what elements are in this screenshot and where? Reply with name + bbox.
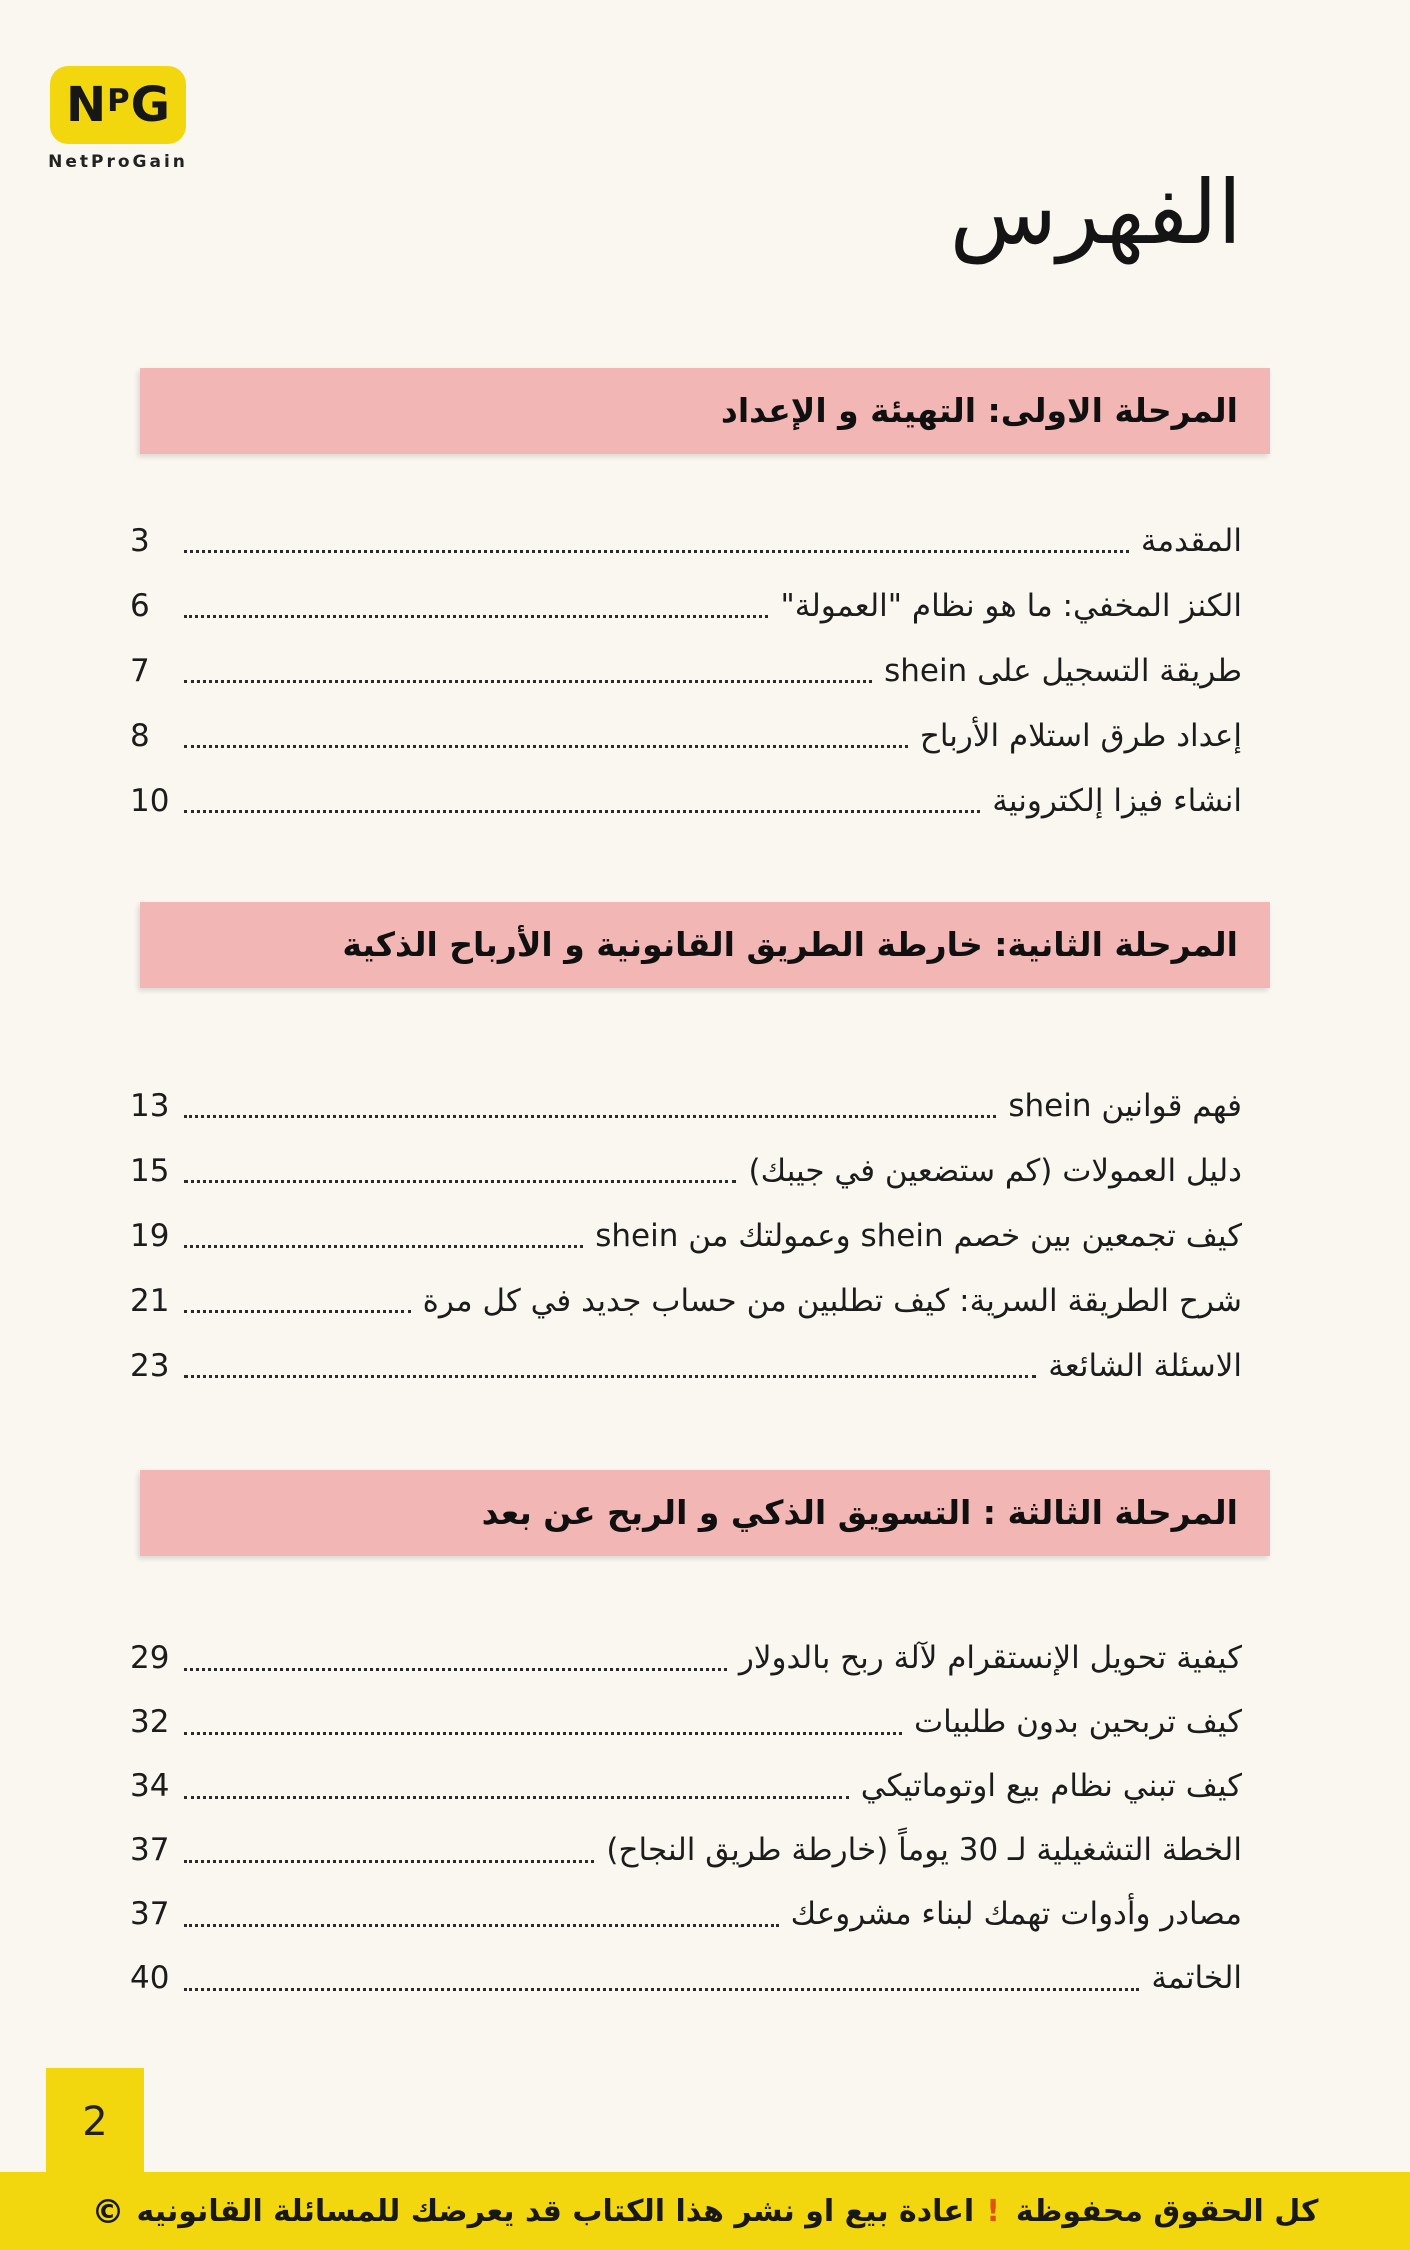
toc-item-page: 40: [130, 1960, 170, 1996]
toc-leader-dots: [184, 1310, 411, 1313]
toc-leader-dots: [184, 1860, 594, 1863]
toc-leader-dots: [184, 680, 872, 683]
page-number-tab: 2: [46, 2068, 144, 2176]
toc-leader-dots: [184, 1668, 727, 1671]
toc-leader-dots: [184, 1796, 849, 1799]
toc-item-page: 10: [130, 782, 170, 819]
toc-item-title: إعداد طرق استلام الأرباح: [919, 717, 1242, 754]
toc-item-title: كيف تجمعين بين خصم shein وعمولتك من shein: [595, 1217, 1242, 1254]
toc-item-page: 29: [130, 1640, 170, 1676]
toc-leader-dots: [184, 810, 980, 813]
toc-item-title: كيف تبني نظام بيع اوتوماتيكي: [860, 1768, 1242, 1804]
toc-item-title: شرح الطريقة السرية: كيف تطلبين من حساب جديد في كل مرة: [422, 1282, 1242, 1319]
toc-leader-dots: [184, 1924, 779, 1927]
toc-item-title: دليل العمولات (كم ستضعين في جيبك): [748, 1152, 1242, 1189]
toc-row[interactable]: [130, 508, 1242, 573]
toc-row[interactable]: [130, 703, 1242, 768]
footer-copyright-bar: [0, 2172, 1410, 2250]
toc-item-title: انشاء فيزا إلكترونية: [992, 782, 1242, 819]
toc-item-title: المقدمة: [1140, 522, 1242, 559]
toc-item-page: 37: [130, 1832, 170, 1868]
toc-row[interactable]: [130, 768, 1242, 833]
toc-row[interactable]: [130, 1754, 1242, 1818]
toc-item-title: كيف تربحين بدون طلبيات: [914, 1704, 1242, 1740]
netprogain-logo: [50, 66, 186, 144]
toc-item-page: 37: [130, 1896, 170, 1932]
toc-item-title: الخطة التشغيلية لـ 30 يوماً (خارطة طريق النجاح): [606, 1832, 1242, 1868]
toc-row[interactable]: [130, 1138, 1242, 1203]
toc-item-title: الاسئلة الشائعة: [1048, 1347, 1242, 1384]
toc-item-page: 32: [130, 1704, 170, 1740]
toc-item-title: طريقة التسجيل على shein: [884, 652, 1242, 689]
toc-item-title: مصادر وأدوات تهمك لبناء مشروعك: [790, 1896, 1242, 1932]
toc-leader-dots: [184, 745, 908, 748]
toc-item-title: فهم قوانين shein: [1008, 1087, 1242, 1124]
toc-row[interactable]: [130, 638, 1242, 703]
toc-item-page: 7: [130, 652, 150, 689]
toc-item-page: 6: [130, 587, 150, 624]
toc-row[interactable]: [130, 1690, 1242, 1754]
copyright-icon: ©: [91, 2191, 125, 2231]
toc-item-page: 34: [130, 1768, 170, 1804]
toc-leader-dots: [184, 1245, 583, 1248]
toc-row[interactable]: [130, 573, 1242, 638]
toc-item-page: 8: [130, 717, 150, 754]
toc-leader-dots: [184, 550, 1129, 553]
footer-warning-text: اعادة بيع او نشر هذا الكتاب قد يعرضك للمسائلة القانونيه: [136, 2193, 975, 2229]
toc-row[interactable]: [130, 1073, 1242, 1138]
toc-item-page: 21: [130, 1282, 170, 1319]
toc-leader-dots: [184, 1180, 736, 1183]
logo-subtext: NetProGain: [48, 152, 188, 172]
toc-leader-dots: [184, 1732, 902, 1735]
footer-rights-text: كل الحقوق محفوظة: [1015, 2193, 1319, 2229]
toc-item-page: 15: [130, 1152, 170, 1189]
toc-leader-dots: [184, 1375, 1036, 1378]
logo-text: $N^PG$: [65, 77, 171, 133]
toc-item-page: 19: [130, 1217, 170, 1254]
toc-row[interactable]: [130, 1268, 1242, 1333]
toc-row[interactable]: [130, 1818, 1242, 1882]
toc-list-2: [130, 1073, 1242, 1398]
section-header-2: المرحلة الثانية: خارطة الطريق القانونية و الأرباح الذكية: [140, 902, 1270, 988]
toc-item-page: 23: [130, 1347, 170, 1384]
page-title: الفهرس: [949, 161, 1242, 264]
section-header-3: المرحلة الثالثة : التسويق الذكي و الربح عن بعد: [140, 1470, 1270, 1556]
toc-row[interactable]: [130, 1882, 1242, 1946]
toc-row[interactable]: [130, 1333, 1242, 1398]
toc-leader-dots: [184, 1988, 1139, 1991]
footer-exclamation: !: [986, 2193, 1000, 2229]
toc-list-3: [130, 1626, 1242, 2010]
toc-leader-dots: [184, 1115, 996, 1118]
toc-item-title: كيفية تحويل الإنستقرام لآلة ربح بالدولار: [738, 1640, 1242, 1676]
toc-row[interactable]: [130, 1946, 1242, 2010]
section-header-1: المرحلة الاولى: التهيئة و الإعداد: [140, 368, 1270, 454]
toc-item-title: الكنز المخفي: ما هو نظام "العمولة": [780, 587, 1242, 624]
toc-item-page: 13: [130, 1087, 170, 1124]
toc-row[interactable]: [130, 1626, 1242, 1690]
toc-item-page: 3: [130, 522, 150, 559]
toc-leader-dots: [184, 615, 768, 618]
toc-row[interactable]: [130, 1203, 1242, 1268]
toc-list-1: [130, 508, 1242, 833]
toc-item-title: الخاتمة: [1151, 1960, 1242, 1996]
